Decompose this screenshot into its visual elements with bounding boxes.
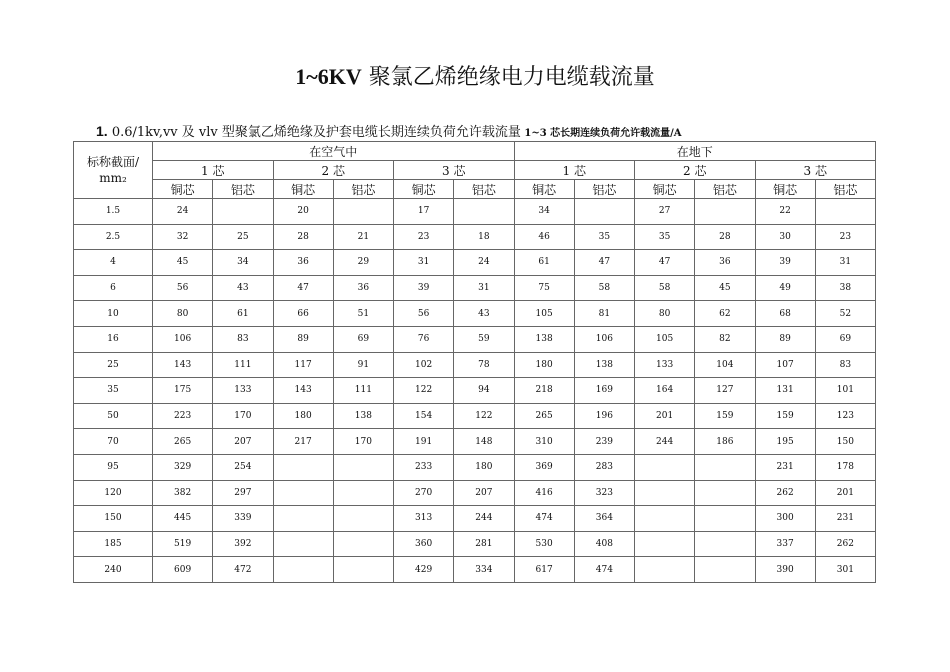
ampacity-cell: 445 [153, 506, 213, 532]
section-note: 1~3 芯长期连续负荷允许载流量/A [520, 128, 682, 139]
conductor-material-header: 铝芯 [695, 180, 755, 199]
ampacity-cell: 21 [333, 224, 393, 250]
ampacity-cell [695, 506, 755, 532]
ampacity-cell: 429 [394, 557, 454, 583]
cross-section-cell: 50 [74, 403, 153, 429]
ampacity-cell: 186 [695, 429, 755, 455]
ampacity-cell: 239 [574, 429, 634, 455]
ampacity-cell: 104 [695, 352, 755, 378]
ampacity-cell: 29 [333, 250, 393, 276]
cross-section-cell: 240 [74, 557, 153, 583]
ampacity-cell: 244 [454, 506, 514, 532]
ampacity-cell: 20 [273, 199, 333, 225]
ampacity-cell [635, 506, 695, 532]
ampacity-cell: 180 [454, 454, 514, 480]
table-body [74, 199, 876, 583]
ampacity-cell [695, 480, 755, 506]
cross-section-cell: 35 [74, 378, 153, 404]
ampacity-cell [454, 199, 514, 225]
ampacity-cell: 69 [333, 326, 393, 352]
conductor-material-header: 铜芯 [273, 180, 333, 199]
ampacity-cell: 23 [815, 224, 875, 250]
core-count-header: 2 芯 [273, 161, 394, 180]
ampacity-cell: 91 [333, 352, 393, 378]
ampacity-cell: 46 [514, 224, 574, 250]
ampacity-cell: 111 [333, 378, 393, 404]
ampacity-cell: 36 [695, 250, 755, 276]
ampacity-cell: 58 [574, 275, 634, 301]
cross-section-cell: 16 [74, 326, 153, 352]
ampacity-cell [635, 480, 695, 506]
ampacity-cell [333, 557, 393, 583]
ampacity-cell: 416 [514, 480, 574, 506]
ampacity-cell: 81 [574, 301, 634, 327]
ampacity-cell: 80 [635, 301, 695, 327]
ampacity-cell: 123 [815, 403, 875, 429]
ampacity-cell [635, 454, 695, 480]
ampacity-cell: 474 [514, 506, 574, 532]
ampacity-cell: 106 [153, 326, 213, 352]
ampacity-cell: 244 [635, 429, 695, 455]
ampacity-cell: 207 [454, 480, 514, 506]
ampacity-cell: 262 [815, 531, 875, 557]
ampacity-cell: 25 [213, 224, 273, 250]
ampacity-cell: 265 [514, 403, 574, 429]
ampacity-cell: 150 [815, 429, 875, 455]
ampacity-cell: 28 [273, 224, 333, 250]
ampacity-cell [695, 199, 755, 225]
ampacity-cell: 56 [153, 275, 213, 301]
ampacity-cell: 32 [153, 224, 213, 250]
ampacity-cell: 101 [815, 378, 875, 404]
document-title [0, 60, 950, 91]
ampacity-cell [695, 531, 755, 557]
core-count-header: 3 芯 [755, 161, 876, 180]
table-row [74, 352, 876, 378]
conductor-material-header: 铝芯 [333, 180, 393, 199]
ampacity-cell: 58 [635, 275, 695, 301]
table-row [74, 557, 876, 583]
ampacity-cell: 24 [454, 250, 514, 276]
ampacity-cell: 117 [273, 352, 333, 378]
conductor-material-header: 铝芯 [454, 180, 514, 199]
ampacity-cell: 169 [574, 378, 634, 404]
ampacity-cell: 34 [213, 250, 273, 276]
ampacity-cell: 59 [454, 326, 514, 352]
table-row [74, 454, 876, 480]
conductor-material-header: 铜芯 [394, 180, 454, 199]
ampacity-cell: 23 [394, 224, 454, 250]
ampacity-cell: 231 [755, 454, 815, 480]
ampacity-cell [213, 199, 273, 225]
ampacity-cell: 170 [213, 403, 273, 429]
ampacity-cell: 334 [454, 557, 514, 583]
group-header-ground: 在地下 [514, 142, 876, 161]
ampacity-cell: 38 [815, 275, 875, 301]
cross-section-cell: 25 [74, 352, 153, 378]
conductor-material-header: 铜芯 [514, 180, 574, 199]
ampacity-cell: 78 [454, 352, 514, 378]
ampacity-cell: 47 [574, 250, 634, 276]
ampacity-cell: 122 [394, 378, 454, 404]
ampacity-cell: 339 [213, 506, 273, 532]
cross-section-cell: 70 [74, 429, 153, 455]
table-row [74, 199, 876, 225]
table-row [74, 531, 876, 557]
ampacity-cell: 297 [213, 480, 273, 506]
ampacity-cell: 369 [514, 454, 574, 480]
ampacity-cell: 360 [394, 531, 454, 557]
ampacity-cell: 47 [273, 275, 333, 301]
ampacity-cell: 474 [574, 557, 634, 583]
table-row [74, 301, 876, 327]
ampacity-cell: 217 [273, 429, 333, 455]
ampacity-cell: 196 [574, 403, 634, 429]
ampacity-cell: 617 [514, 557, 574, 583]
ampacity-cell: 138 [574, 352, 634, 378]
ampacity-cell: 408 [574, 531, 634, 557]
ampacity-cell: 472 [213, 557, 273, 583]
ampacity-cell: 75 [514, 275, 574, 301]
ampacity-cell: 175 [153, 378, 213, 404]
ampacity-cell: 83 [213, 326, 273, 352]
ampacity-cell: 51 [333, 301, 393, 327]
ampacity-cell: 18 [454, 224, 514, 250]
ampacity-cell: 31 [454, 275, 514, 301]
table-row [74, 403, 876, 429]
ampacity-cell: 89 [755, 326, 815, 352]
ampacity-cell: 66 [273, 301, 333, 327]
ampacity-cell: 164 [635, 378, 695, 404]
ampacity-cell: 310 [514, 429, 574, 455]
ampacity-cell: 265 [153, 429, 213, 455]
table-row [74, 429, 876, 455]
ampacity-cell: 133 [213, 378, 273, 404]
ampacity-cell: 201 [635, 403, 695, 429]
ampacity-cell: 159 [755, 403, 815, 429]
ampacity-table [73, 141, 876, 583]
ampacity-cell: 329 [153, 454, 213, 480]
ampacity-cell: 61 [514, 250, 574, 276]
table-row [74, 506, 876, 532]
ampacity-cell: 233 [394, 454, 454, 480]
ampacity-cell: 281 [454, 531, 514, 557]
table-row [74, 480, 876, 506]
ampacity-cell: 143 [273, 378, 333, 404]
ampacity-cell: 180 [273, 403, 333, 429]
core-count-header: 2 芯 [635, 161, 756, 180]
ampacity-cell: 35 [574, 224, 634, 250]
cross-section-unit: mm₂ [99, 171, 127, 185]
ampacity-cell: 127 [695, 378, 755, 404]
ampacity-cell: 105 [514, 301, 574, 327]
ampacity-cell: 80 [153, 301, 213, 327]
ampacity-cell [333, 454, 393, 480]
cross-section-header [74, 142, 153, 199]
conductor-material-header-row [74, 180, 876, 199]
conductor-material-header: 铝芯 [574, 180, 634, 199]
ampacity-cell [695, 454, 755, 480]
ampacity-cell: 31 [394, 250, 454, 276]
ampacity-cell: 337 [755, 531, 815, 557]
ampacity-cell: 191 [394, 429, 454, 455]
ampacity-cell: 207 [213, 429, 273, 455]
ampacity-cell: 36 [273, 250, 333, 276]
ampacity-cell: 56 [394, 301, 454, 327]
ampacity-cell: 122 [454, 403, 514, 429]
ampacity-cell: 39 [394, 275, 454, 301]
ampacity-cell: 30 [755, 224, 815, 250]
ampacity-cell: 35 [635, 224, 695, 250]
ampacity-cell [333, 506, 393, 532]
ampacity-cell: 52 [815, 301, 875, 327]
ampacity-cell: 17 [394, 199, 454, 225]
ampacity-cell: 154 [394, 403, 454, 429]
ampacity-cell: 138 [333, 403, 393, 429]
ampacity-cell: 159 [695, 403, 755, 429]
ampacity-cell: 69 [815, 326, 875, 352]
ampacity-cell: 382 [153, 480, 213, 506]
core-count-header: 3 芯 [394, 161, 515, 180]
ampacity-cell: 94 [454, 378, 514, 404]
cross-section-cell: 95 [74, 454, 153, 480]
ampacity-cell: 39 [755, 250, 815, 276]
ampacity-cell: 111 [213, 352, 273, 378]
ampacity-cell: 201 [815, 480, 875, 506]
ampacity-cell [273, 531, 333, 557]
cross-section-cell: 2.5 [74, 224, 153, 250]
ampacity-cell: 223 [153, 403, 213, 429]
ampacity-cell [333, 531, 393, 557]
ampacity-cell: 61 [213, 301, 273, 327]
ampacity-cell: 31 [815, 250, 875, 276]
core-count-header: 1 芯 [153, 161, 274, 180]
ampacity-cell [333, 480, 393, 506]
ampacity-cell: 270 [394, 480, 454, 506]
ampacity-cell: 27 [635, 199, 695, 225]
ampacity-cell: 36 [333, 275, 393, 301]
ampacity-cell: 133 [635, 352, 695, 378]
ampacity-cell: 519 [153, 531, 213, 557]
ampacity-cell [695, 557, 755, 583]
table-row [74, 250, 876, 276]
table-row [74, 275, 876, 301]
ampacity-cell: 45 [695, 275, 755, 301]
ampacity-cell: 178 [815, 454, 875, 480]
section-text: 0.6/1kv,vv 及 vlv 型聚氯乙烯绝缘及护套电缆长期连续负荷允许载流量 [107, 125, 521, 140]
ampacity-cell: 364 [574, 506, 634, 532]
ampacity-cell: 283 [574, 454, 634, 480]
ampacity-cell [815, 199, 875, 225]
section-heading [96, 121, 682, 140]
ampacity-cell: 102 [394, 352, 454, 378]
ampacity-cell: 530 [514, 531, 574, 557]
ampacity-cell: 47 [635, 250, 695, 276]
ampacity-cell: 131 [755, 378, 815, 404]
conductor-material-header: 铜芯 [635, 180, 695, 199]
ampacity-cell: 138 [514, 326, 574, 352]
ampacity-cell [273, 506, 333, 532]
ampacity-cell: 89 [273, 326, 333, 352]
ampacity-cell: 62 [695, 301, 755, 327]
ampacity-cell: 231 [815, 506, 875, 532]
ampacity-cell [273, 454, 333, 480]
ampacity-cell: 323 [574, 480, 634, 506]
ampacity-cell [273, 480, 333, 506]
ampacity-cell: 262 [755, 480, 815, 506]
ampacity-cell: 106 [574, 326, 634, 352]
ampacity-cell: 82 [695, 326, 755, 352]
group-header-air: 在空气中 [153, 142, 515, 161]
cross-section-cell: 4 [74, 250, 153, 276]
ampacity-cell: 301 [815, 557, 875, 583]
ampacity-cell [635, 531, 695, 557]
ampacity-cell: 195 [755, 429, 815, 455]
ampacity-cell: 107 [755, 352, 815, 378]
ampacity-cell: 28 [695, 224, 755, 250]
ampacity-cell: 43 [213, 275, 273, 301]
core-count-header: 1 芯 [514, 161, 635, 180]
cross-section-cell: 185 [74, 531, 153, 557]
conductor-material-header: 铝芯 [815, 180, 875, 199]
ampacity-cell: 390 [755, 557, 815, 583]
conductor-material-header: 铝芯 [213, 180, 273, 199]
ampacity-cell: 143 [153, 352, 213, 378]
table-row [74, 326, 876, 352]
title-voltage: 1~6KV [295, 64, 362, 89]
ampacity-cell: 34 [514, 199, 574, 225]
ampacity-cell: 105 [635, 326, 695, 352]
ampacity-cell: 76 [394, 326, 454, 352]
ampacity-cell: 68 [755, 301, 815, 327]
ampacity-cell: 148 [454, 429, 514, 455]
ampacity-cell: 313 [394, 506, 454, 532]
cross-section-cell: 120 [74, 480, 153, 506]
ampacity-cell [635, 557, 695, 583]
ampacity-cell: 218 [514, 378, 574, 404]
ampacity-cell: 43 [454, 301, 514, 327]
ampacity-cell: 170 [333, 429, 393, 455]
ampacity-cell: 180 [514, 352, 574, 378]
cross-section-cell: 6 [74, 275, 153, 301]
cross-section-label: 标称截面/ [86, 155, 140, 169]
ampacity-cell: 609 [153, 557, 213, 583]
ampacity-cell: 392 [213, 531, 273, 557]
cross-section-cell: 1.5 [74, 199, 153, 225]
conductor-material-header: 铜芯 [755, 180, 815, 199]
ampacity-cell [574, 199, 634, 225]
ampacity-cell [273, 557, 333, 583]
table-row [74, 378, 876, 404]
title-text: 聚氯乙烯绝缘电力电缆载流量 [361, 65, 655, 90]
table-row [74, 224, 876, 250]
ampacity-cell: 45 [153, 250, 213, 276]
cross-section-cell: 150 [74, 506, 153, 532]
section-number: 1. [96, 123, 108, 139]
ampacity-cell: 83 [815, 352, 875, 378]
core-count-header-row [74, 161, 876, 180]
conductor-material-header: 铜芯 [153, 180, 213, 199]
ampacity-cell: 254 [213, 454, 273, 480]
cross-section-cell: 10 [74, 301, 153, 327]
ampacity-cell: 49 [755, 275, 815, 301]
ampacity-cell: 300 [755, 506, 815, 532]
ampacity-cell [333, 199, 393, 225]
ampacity-cell: 24 [153, 199, 213, 225]
ampacity-cell: 22 [755, 199, 815, 225]
